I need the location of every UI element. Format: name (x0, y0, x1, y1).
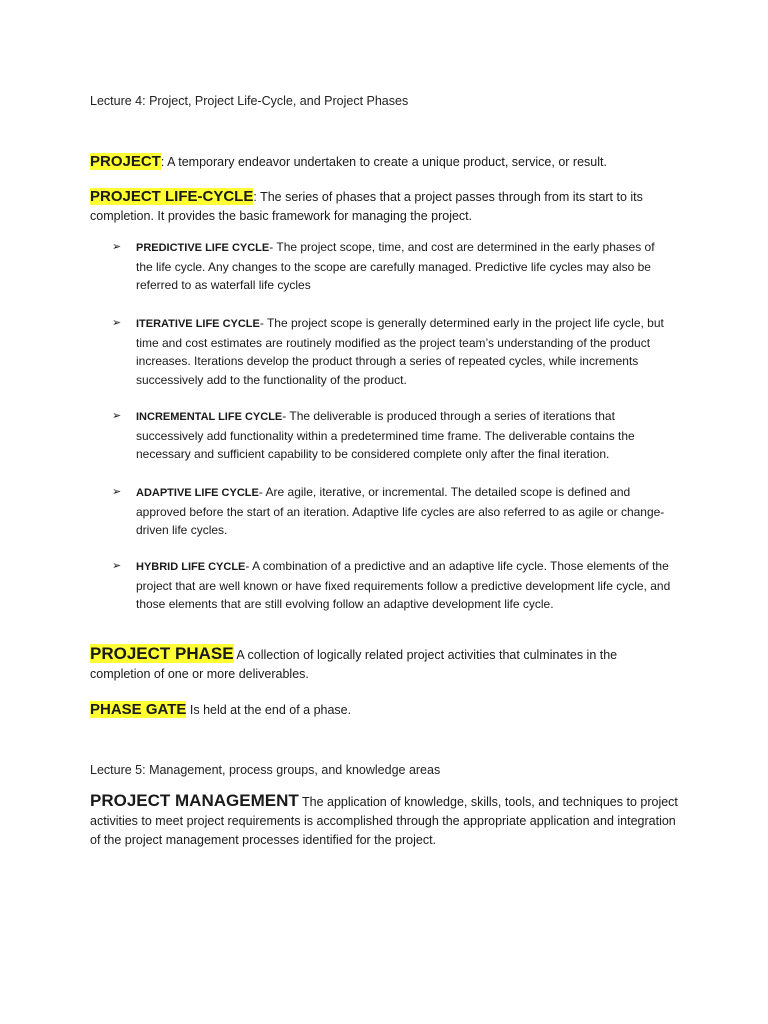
project-phase-text: A collection of logically related project activities that culminates in the completion of one or more deliverables. (90, 648, 618, 681)
project-text: : A temporary endeavor undertaken to create a unique product, service, or result. (160, 155, 607, 169)
arrow-bullet-icon: ➢ (112, 410, 122, 422)
project-management-text: The application of knowledge, skills, tools, and techniques to project activities to meet project requirements is accomplished through the appropriate application and integration of the project management processes identified for the project. (90, 795, 678, 847)
arrow-bullet-icon: ➢ (112, 241, 122, 253)
lecture-4-title: Lecture 4: Project, Project Life-Cycle, and Project Phases (90, 94, 409, 108)
phase-gate-term: PHASE GATE (90, 701, 187, 718)
bullet-text: - A combination of a predictive and an adaptive life cycle. Those elements of the project that are well known or have fixed requirements follow a predictive development life cycle, and those elements that are still evolving follow an adaptive development life cycle. (136, 559, 671, 611)
life-cycle-term: PROJECT LIFE-CYCLE (90, 188, 254, 205)
arrow-bullet-icon: ➢ (112, 486, 122, 498)
project-phase-definition (90, 644, 680, 684)
arrow-bullet-icon: ➢ (112, 317, 122, 329)
bullet-term: ADAPTIVE LIFE CYCLE (136, 487, 259, 499)
bullet-term: HYBRID LIFE CYCLE (136, 561, 246, 573)
lecture-5-title: Lecture 5: Management, process groups, and knowledge areas (90, 763, 441, 777)
project-definition (90, 152, 680, 172)
project-term: PROJECT (90, 153, 161, 170)
life-cycle-definition (90, 187, 680, 226)
phase-gate-text: Is held at the end of a phase. (186, 703, 352, 717)
bullet-term: PREDICTIVE LIFE CYCLE (136, 242, 270, 254)
project-management-term: PROJECT MANAGEMENT (90, 791, 299, 810)
bullet-text: - The deliverable is produced through a series of iterations that successively add functionality within a predetermined time frame. The deliverable contains the necessary and sufficient capability to be considered complete only after the final iteration. (136, 409, 635, 461)
bullet-text: - Are agile, iterative, or incremental. The detailed scope is defined and approved before the start of an iteration. Adaptive life cycles are also referred to as agile or change-driven life cycles. (136, 485, 665, 537)
project-management-definition (90, 791, 680, 850)
bullet-text: - The project scope, time, and cost are determined in the early phases of the life cycle. Any changes to the scope are carefully managed. Predictive life cycles may also be referred to as waterfall life cycles (136, 240, 655, 292)
bullet-term: ITERATIVE LIFE CYCLE (136, 318, 260, 330)
arrow-bullet-icon: ➢ (112, 560, 122, 572)
bullet-term: INCREMENTAL LIFE CYCLE (136, 411, 283, 423)
project-phase-term: PROJECT PHASE (90, 644, 234, 663)
bullet-text: - The project scope is generally determined early in the project life cycle, but time and cost estimates are routinely modified as the project team’s understanding of the product increases. Iterations develop the product through a series of repeated cycles, while increments successively add to the functionality of the product. (136, 316, 664, 387)
life-cycle-text: : The series of phases that a project passes through from its start to its completion. It provides the basic framework for managing the project. (90, 190, 643, 223)
phase-gate-definition (90, 700, 680, 720)
